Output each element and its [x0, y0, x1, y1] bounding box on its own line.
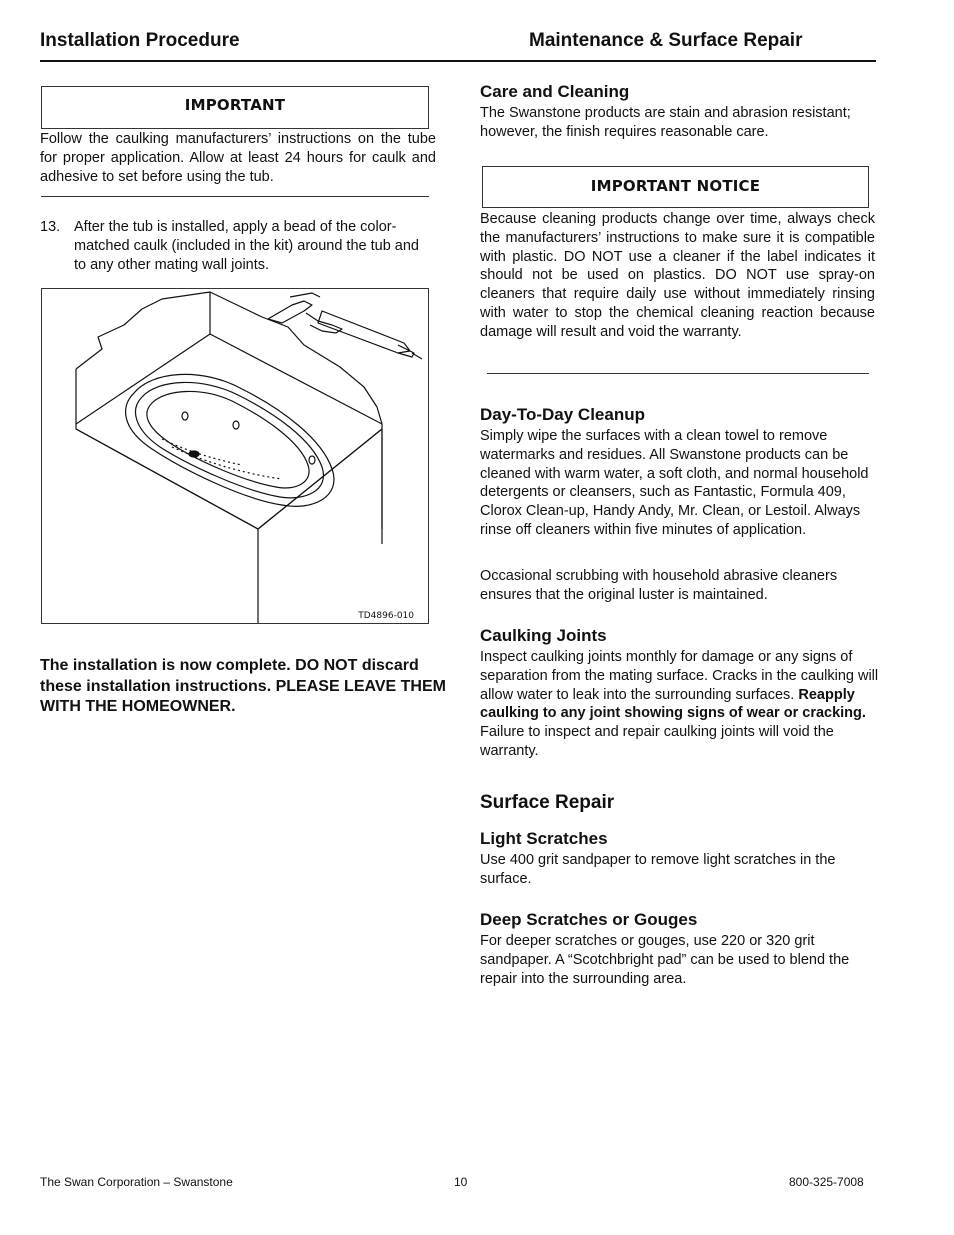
caulking-heading: Caulking Joints: [480, 626, 607, 645]
care-heading: Care and Cleaning: [480, 82, 630, 101]
tub-caulking-figure: [41, 288, 429, 624]
tub-illustration: [42, 289, 428, 623]
deep-scratches-heading: Deep Scratches or Gouges: [480, 910, 698, 929]
deep-scratches-text: For deeper scratches or gouges, use 220 or 320 grit sandpaper. A “Scotchbright pad” can be used to blend the repair into the surrounding area.: [480, 933, 850, 987]
caulking-text-b: Failure to inspect and repair caulking joints will void the warranty.: [480, 724, 834, 759]
notice-rule: [487, 373, 869, 374]
footer-company: The Swan Corporation – Swanstone: [40, 1175, 233, 1189]
header-rule: [40, 60, 876, 62]
header-right-title: Maintenance & Surface Repair: [529, 30, 803, 51]
footer-phone: 800-325-7008: [789, 1175, 864, 1189]
important-text: Follow the caulking manufacturers’ instructions on the tube for proper application. Allow at least 24 hours for caulk and adhesive to set before using the tub.: [40, 131, 436, 185]
notice-label: IMPORTANT NOTICE: [590, 177, 761, 195]
important-label: IMPORTANT: [184, 96, 286, 114]
caulking-text-bold: Reapply caulking to any joint showing signs of wear or cracking.: [480, 686, 866, 722]
caulking-text: [480, 648, 880, 761]
header-left-title: Installation Procedure: [40, 30, 240, 51]
important-box: [41, 86, 429, 129]
light-scratches-heading: Light Scratches: [480, 829, 608, 848]
scrubbing-text: Occasional scrubbing with household abrasive cleaners ensures that the original luster is maintained.: [480, 568, 838, 603]
completion-notice: The installation is now complete. DO NOT discard these installation instructions. PLEASE LEAVE THEM WITH THE HOMEOWNER.: [40, 657, 446, 715]
light-scratches-text: Use 400 grit sandpaper to remove light scratches in the surface.: [480, 852, 836, 887]
important-rule: [41, 196, 429, 197]
page-number: 10: [454, 1175, 468, 1189]
surface-repair-heading: Surface Repair: [480, 792, 615, 813]
care-text: The Swanstone products are stain and abrasion resistant; however, the finish requires reasonable care.: [480, 105, 851, 140]
step-text: After the tub is installed, apply a bead of the color-matched caulk (included in the kit) around the tub and to any other mating wall joints.: [74, 219, 419, 273]
caulking-text-a: Inspect caulking joints monthly for damage or any signs of separation from the mating surface. Cracks in the caulking will allow water to leak into the surrounding surfaces.: [480, 649, 879, 703]
notice-text: Because cleaning products change over time, always check the manufacturers’ instructions to make sure it is compatible with plastic. DO NOT use a cleaner if the label indicates it should not be used on plastics. DO NOT use spray-on cleaners that require daily use without immediately rinsing with water to stop the chemical cleaning reaction because damage will result and void the warranty.: [480, 211, 875, 340]
step-number: 13.: [40, 219, 61, 235]
important-notice-box: [482, 166, 869, 208]
day-to-day-heading: Day-To-Day Cleanup: [480, 405, 645, 424]
day-to-day-text: Simply wipe the surfaces with a clean towel to remove watermarks and residues. All Swanstone products can be cleaned with warm water, a soft cloth, and normal household detergents or cleansers, such as Fantastic, Formula 409, Clorox Clean-up, Handy Andy, Mr. Clean, or Lestoil. Always rinse off cleaners within five minutes of application.: [480, 428, 869, 538]
figure-code: TD4896-010: [358, 611, 414, 621]
